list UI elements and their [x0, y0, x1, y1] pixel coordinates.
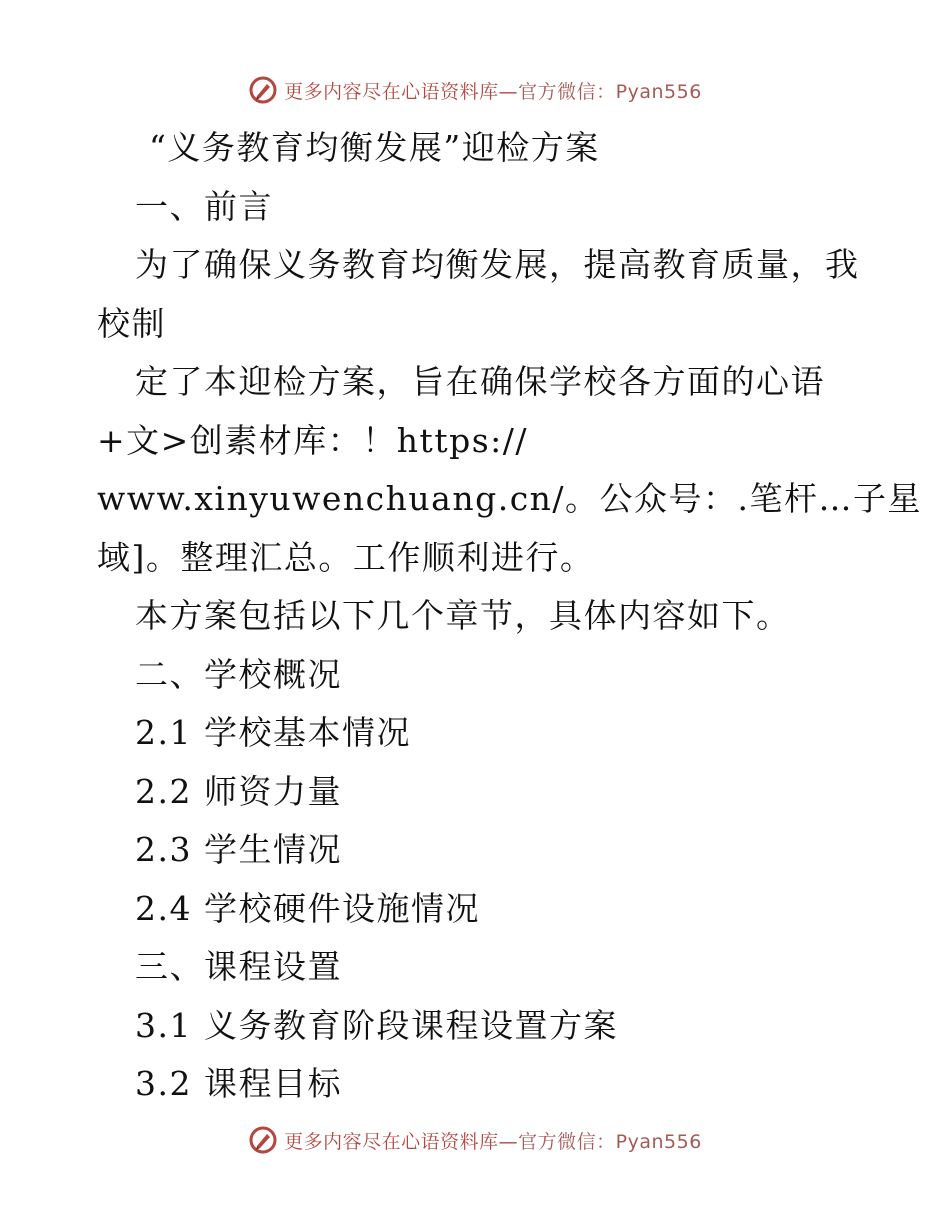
section-heading-school-overview: 二、学校概况: [135, 654, 342, 694]
subsection-heading: 2.4 学校硬件设施情况: [135, 888, 480, 928]
paragraph-line: 为了确保义务教育均衡发展，提高教育质量，我: [135, 245, 860, 284]
section-heading-curriculum: 三、课程设置: [135, 947, 342, 986]
subsection-heading: 3.1 义务教育阶段课程设置方案: [135, 1005, 618, 1045]
subsection-heading: 2.3 学生情况: [135, 830, 342, 869]
paragraph-line: 定了本迎检方案，旨在确保学校各方面的心语: [135, 362, 825, 401]
paragraph-line: +文>创素材库：！https://: [97, 420, 528, 460]
paragraph-line: www.xinyuwenchuang.cn/。公众号：.笔杆…子星: [97, 479, 923, 518]
watermark-text: 更多内容尽在心语资料库—官方微信：Pyan556: [284, 1130, 702, 1153]
paragraph-line: 校制: [97, 303, 166, 343]
subsection-heading: 2.1 学校基本情况: [135, 713, 411, 752]
section-heading-preface: 一、前言: [135, 186, 273, 226]
subsection-heading: 2.2 师资力量: [135, 771, 342, 811]
paragraph-line: 本方案包括以下几个章节，具体内容如下。: [135, 596, 791, 635]
document-title: “义务教育均衡发展”迎检方案: [149, 128, 600, 167]
pen-logo-icon: [248, 75, 278, 105]
paragraph-line: 域]。整理汇总。工作顺利进行。: [97, 537, 595, 577]
subsection-heading: 3.2 课程目标: [135, 1064, 342, 1103]
watermark-text: 更多内容尽在心语资料库—官方微信：Pyan556: [284, 80, 702, 103]
watermark-footer: [0, 1122, 950, 1158]
watermark-header: [0, 72, 950, 108]
pen-logo-icon: [248, 1125, 278, 1155]
document-body: [97, 119, 923, 1114]
